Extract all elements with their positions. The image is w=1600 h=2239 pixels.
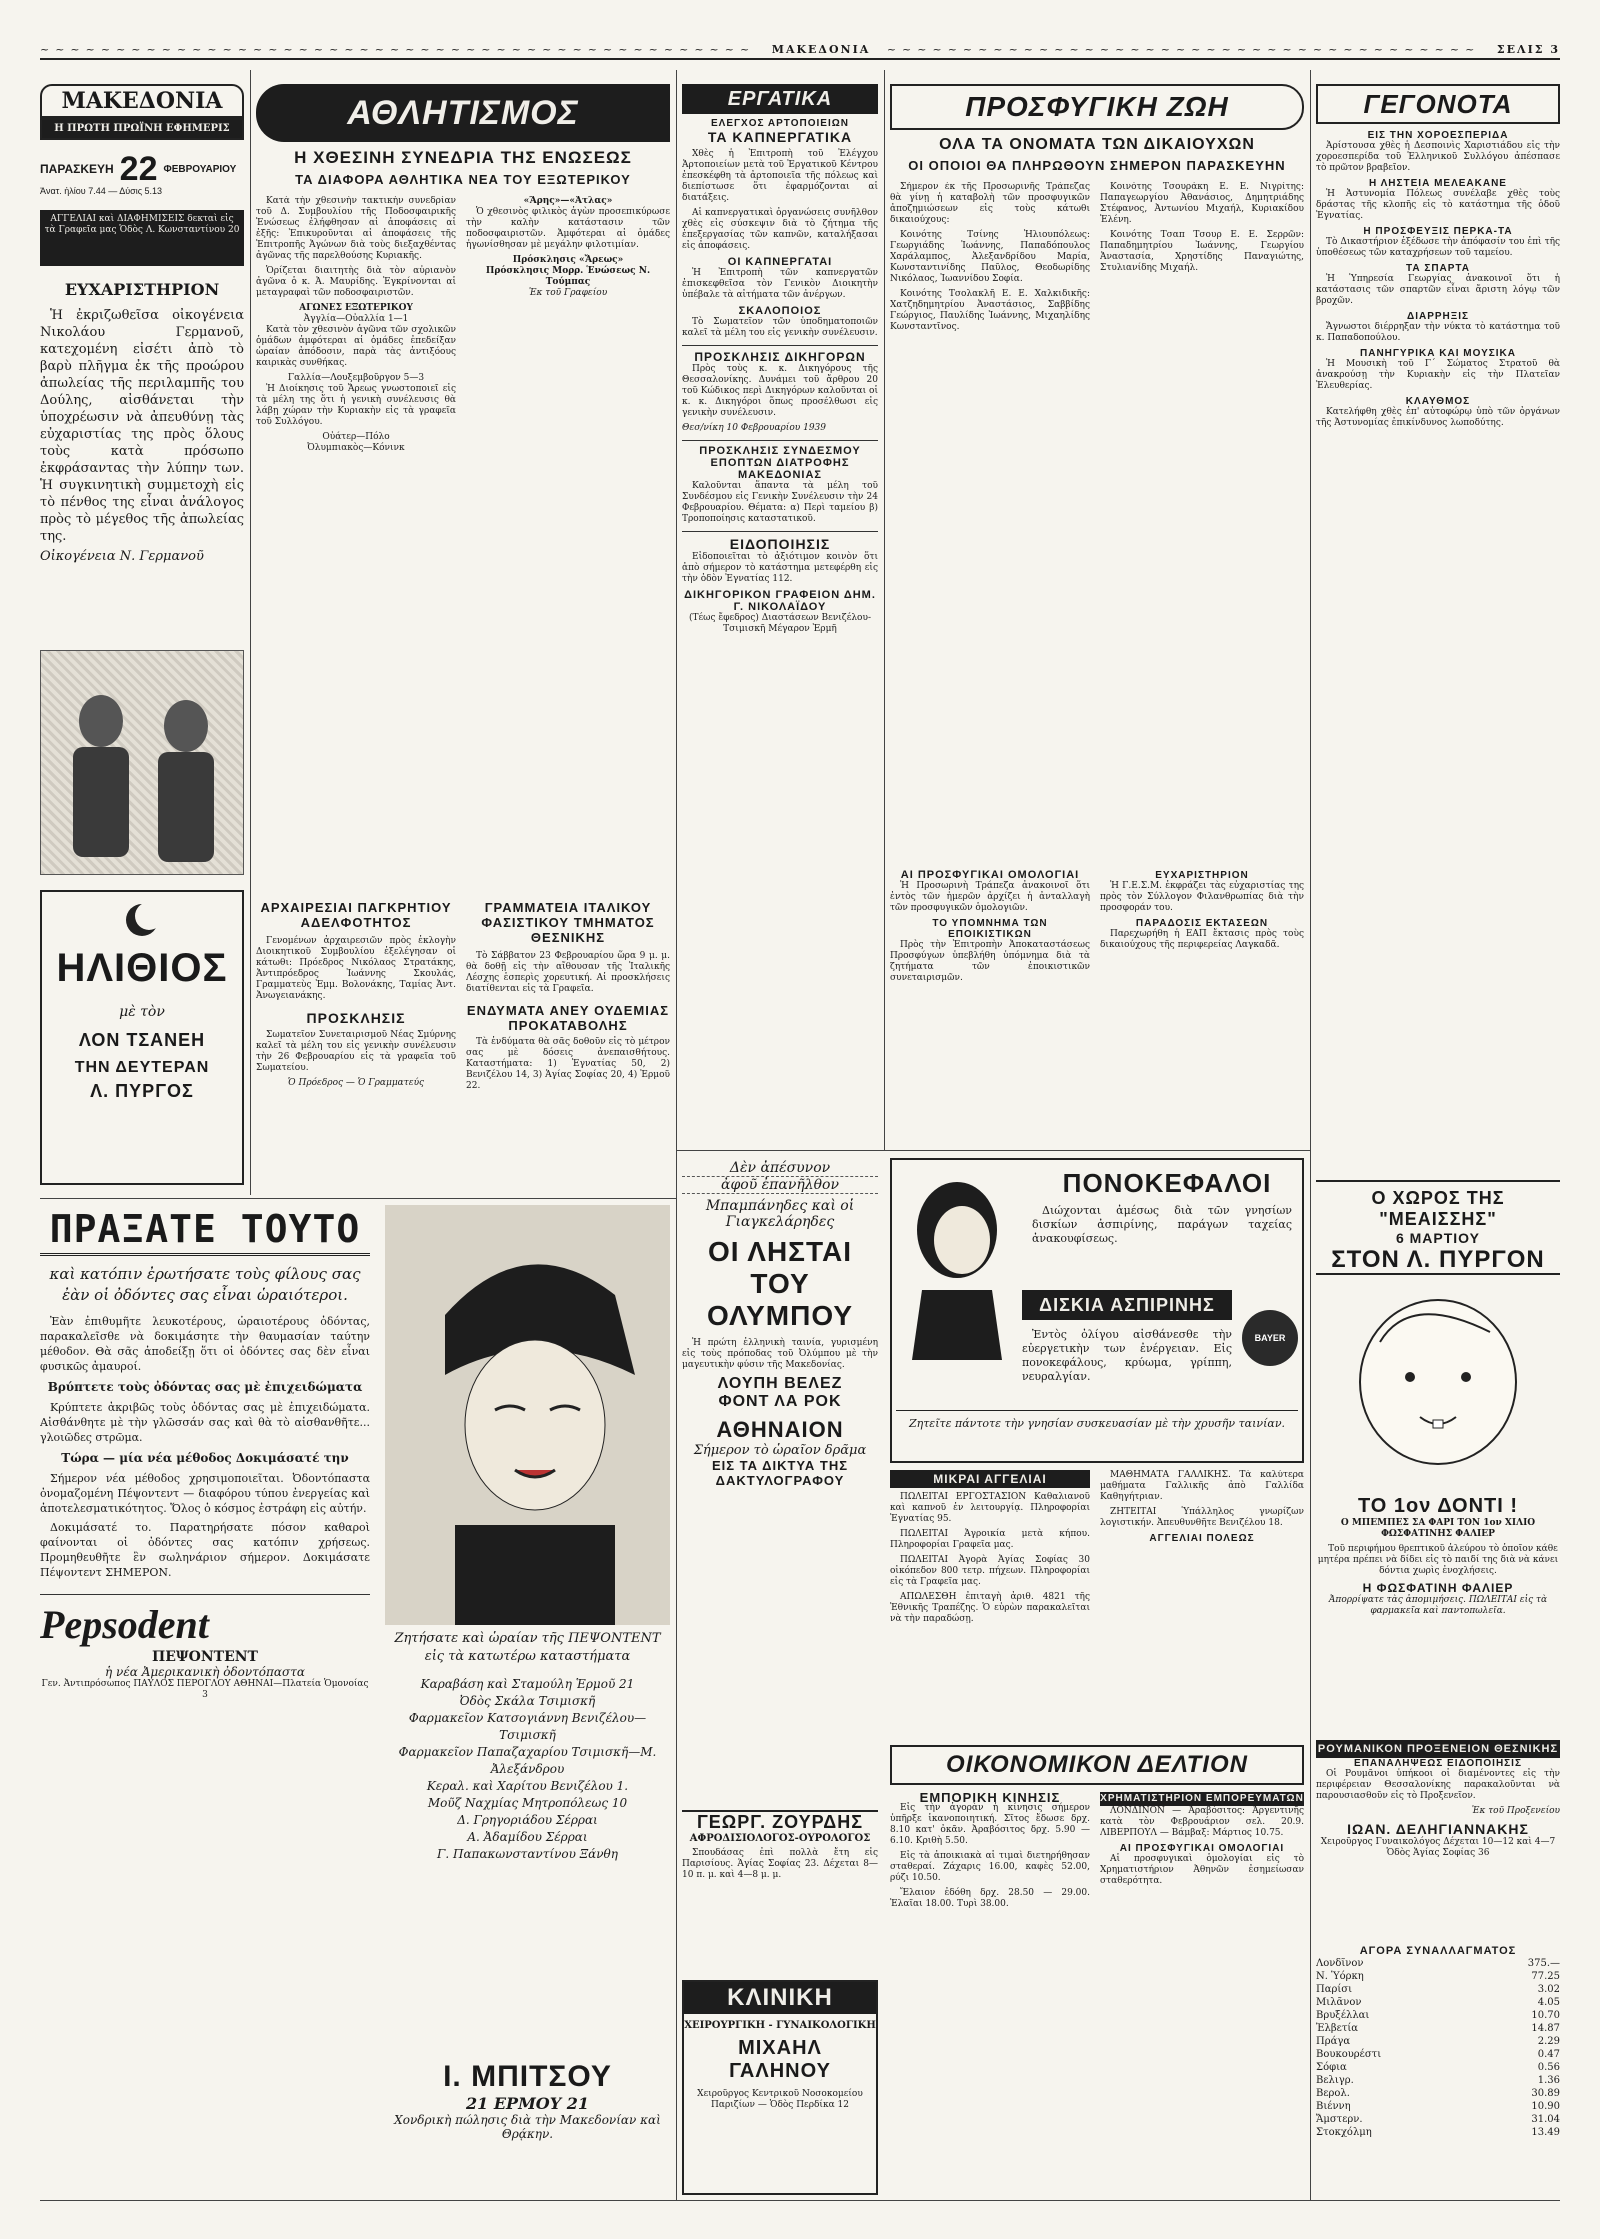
sports-result-2: Γαλλία—Λουξεμβοῦργον 5—3 (287, 373, 425, 383)
refugee-notes-b (1100, 870, 1304, 1145)
sports-para-4: Ἡ Διοίκησις τοῦ Ἄρεως γνωστοποιεῖ εἰς τὰ μέλη της ὅτι ἡ γενικὴ συνέλευσις θὰ λάβῃ χώραν τὴν Κυριακὴν εἰς τὰ γραφεῖα τοῦ Συλλόγου. (256, 384, 456, 427)
dentist-name: ΓΕΩΡΓ. ΖΟΥΡΔΗΣ (696, 1812, 863, 1832)
events-para-6: Ἡ Μουσικὴ τοῦ Γ΄ Σώματος Στρατοῦ θὰ ἀνακρούσῃ τὴν Κυριακὴν εἰς τὴν Πλατεῖαν Ἐλευθερίας. (1316, 359, 1560, 391)
tower-date: 6 ΜΑΡΤΙΟΥ (1395, 1230, 1481, 1246)
events-block (1316, 130, 1560, 1175)
events-para-5: Ἄγνωστοι διέρρηξαν τὴν νύκτα τὸ κατάστημα τοῦ κ. Παπαδοπούλου. (1316, 322, 1560, 343)
small-ads-right (1100, 1470, 1304, 1735)
fx-rate: 4.05 (1537, 1997, 1560, 2008)
phosphatine-ad (1316, 1495, 1560, 1735)
thanks-title: ΕΥΧΑΡΙΣΤΗΡΙΟΝ (64, 280, 220, 299)
fx-city: Πράγα (1316, 2036, 1351, 2047)
labor-banner (682, 84, 878, 114)
fx-market (1316, 1945, 1560, 2195)
phosphatine-body: Τοῦ περιφήμου θρεπτικοῦ ἀλεύρου τὸ ὁποῖον κάθε μητέρα πρέπει νὰ δίδει εἰς τὸ παιδί της διὰ νὰ κάνει δόντια χωρὶς ἐνοχλήσεις. (1317, 1544, 1559, 1576)
beneficiaries-list-a: Κοινότης Τσίνης Ἡλιουπόλεως: Γεωργιάδης Ἰωάννης, Παπαδόπουλος Χαράλαμπος, Ἀλεξανδρίδου Μαρία, Κωνσταντινίδης Παῦλος, Θεοδωρίδης Νικόλαος, Ἰωαννίδου Σοφία. (890, 230, 1090, 284)
beneficiaries-col-b (1100, 182, 1304, 862)
lawyers-date: Θεσ/νίκη 10 Φεβρουαρίου 1939 (682, 423, 826, 433)
cinema-ad-with: μὲ τὸν (119, 1004, 165, 1020)
thanks-notice (40, 280, 244, 610)
clinic-doctor: ΜΙΧΑΗΛ ΓΑΛΗΝΟΥ (729, 2037, 831, 2082)
romanian-sign: Ἐκ τοῦ Προξενείου (1471, 1806, 1560, 1816)
olympus-dont-3: Μπαμπάνηδες καὶ οἱ Γιαγκελάρηδες (705, 1198, 855, 1230)
clinic-ad (682, 1980, 878, 2195)
fx-rate: 30.89 (1531, 2088, 1560, 2099)
romanian-sub: ΕΠΑΝΑΛΗΨΕΩΣ ΕΙΔΟΠΟΙΗΣΙΣ (1354, 1758, 1522, 1769)
italian-body-2: Τὰ ἐνδύματα θὰ σᾶς δοθοῦν εἰς τὸ μέτρον σας μὲ δόσεις ἀνεπαισθήτους. Καταστήματα: 1) Ἐγνατίας 50, 2) Βενιζέλου 14, 3) Ἁγίας Σοφίας 20, 4) Ἐρμοῦ 22. (466, 1037, 670, 1091)
events-para-2: Ἡ Ἀστυνομία Πόλεως συνέλαβε χθὲς τοὺς δράστας τῆς κλοπῆς εἰς τὸ κατάστημα τῆς ὁδοῦ Ἐγνατίας. (1316, 189, 1560, 221)
beneficiaries-list-more: Κοινότης Τσαπ Τσουρ Ε. Ε. Σερρῶν: Παπαδημητρίου Ἰωάννης, Γεωργίου Ἀναστασία, Χρηστίδης Παναγιώτης, Στυλιανίδης Μιχαήλ. (1100, 230, 1304, 273)
phosphatine-note: Ἀπορρίψατε τὰς ἀπομιμήσεις. ΠΩΛΕΙΤΑΙ εἰς τὰ φαρμακεῖα καὶ παντοπωλεῖα. (1328, 1595, 1548, 1616)
fx-row (1316, 2035, 1560, 2048)
fx-city: Βιέννη (1316, 2101, 1351, 2112)
store-7: Δ. Γρηγοριάδου Σέρραι (457, 1813, 598, 1827)
small-ad-1: ΠΩΛΕΙΤΑΙ ΕΡΓΟΣΤΑΣΙΟΝ Καθαλιανοῦ καὶ καπνοῦ ἐν λειτουργίᾳ. Πληροφορίαι Ἐγνατίας 95. (890, 1492, 1090, 1524)
archeio-invite-title: ΠΡΟΣΚΛΗΣΙΣ (306, 1010, 406, 1026)
lawyers-title: ΠΡΟΣΚΛΗΣΙΣ ΔΙΚΗΓΟΡΩΝ (694, 350, 866, 364)
almanac: Ἀνατ. ἡλίου 7.44 — Δύσις 5.13 (40, 186, 163, 196)
pepsodent-sub-2: Τώρα — μία νέα μέθοδος Δοκιμάσατέ την (61, 1451, 349, 1465)
archeio-title: ΑΡΧΑΙΡΕΣΙΑΙ ΠΑΓΚΡΗΤΙΟΥ ΑΔΕΛΦΟΤΗΤΟΣ (260, 900, 452, 930)
clinic-address: Χειροῦργος Κεντρικοῦ Νοσοκομείου Παριζίων — Ὁδὸς Περδίκα 12 (697, 2089, 863, 2110)
mpitsou-sub: Χονδρικὴ πώλησις διὰ τὴν Μακεδονίαν καὶ Θρᾴκην. (394, 2113, 661, 2141)
events-banner (1316, 84, 1560, 124)
dentist-ad (682, 1810, 878, 1970)
events-para-3: Τὸ Δικαστήριον ἐξέδωσε τὴν ἀπόφασίν του ἐπὶ τῆς ὑποθέσεως τῶν καταχρήσεων τοῦ ταμείου. (1316, 237, 1560, 258)
small-ad-3: ΠΩΛΕΙΤΑΙ Ἀγροικία μετὰ κήπου. Πληροφορίαι Γραφεῖα μας. (890, 1529, 1090, 1550)
doctor-sub: Χειροῦργος Γυναικολόγος Δέχεται 10—12 καὶ 4—7 Ὁδὸς Ἁγίας Σοφίας 36 (1320, 1837, 1556, 1858)
fx-title: ΑΓΟΡΑ ΣΥΝΑΛΛΑΓΜΑΤΟΣ (1359, 1945, 1517, 1957)
labor-sub-2: ΤΑ ΚΑΠΝΕΡΓΑΤΙΚΑ (707, 129, 853, 145)
aspirin-title: ΠΟΝΟΚΕΦΑΛΟΙ (1062, 1168, 1272, 1198)
labor-banner-text: ΕΡΓΑΤΙΚΑ (727, 88, 833, 110)
fx-row (1316, 2126, 1560, 2139)
fx-rate: 0.47 (1537, 2049, 1560, 2060)
events-para-1: Ἀρίστουσα χθὲς ἡ Δεσποινὶς Χαριστιάδου εἰς τὴν χοροεσπερίδα τοῦ Ἑλληνικοῦ Συλλόγου ἀπέσπασε τὸ πρῶτον βραβεῖον. (1316, 141, 1560, 173)
aspirin-body: Διώχονται ἀμέσως διὰ τῶν γνησίων δισκίων ἀσπιρίνης, παράγων ταχείας ἀνακουφίσεως. (1032, 1204, 1292, 1245)
fx-rate: 0.56 (1537, 2062, 1560, 2073)
events-para-7: Κατελήφθη χθὲς ἐπ' αὐτοφώρῳ ὑπὸ τῶν ὀργάνων τῆς Ἀστυνομίας ἐπικίνδυνος λωποδύτης. (1316, 407, 1560, 428)
refugee-notes-para-3: Ἡ Γ.Ε.Σ.Μ. ἐκφράζει τὰς εὐχαριστίας της πρὸς τὸν Σύλλογον Φιλανθρωπίας διὰ τὴν προσφοράν του. (1100, 881, 1304, 913)
economic-banner (890, 1745, 1304, 1785)
pepsodent-headline: ΠΡΑΞΑΤΕ ΤΟΥΤΟ (40, 1205, 370, 1256)
fx-city: Στοκχόλμη (1316, 2127, 1372, 2138)
refugee-notes-title-3: ΕΥΧΑΡΙΣΤΗΡΙΟΝ (1155, 870, 1249, 881)
italian-body: Τὸ Σάββατον 23 Φεβρουαρίου ὥρα 9 μ. μ. θὰ δοθῇ εἰς τὴν αἴθουσαν τῆς Ἰταλικῆς Λέσχης ἑσπερὶς χορευτική. Αἱ προσκλήσεις διατίθενται εἰς τὰ Γραφεῖα. (466, 951, 670, 994)
fx-row (1316, 2113, 1560, 2126)
fx-city: Βρυξέλλαι (1316, 2010, 1370, 2021)
economic-sub-2: ΧΡΗΜΑΤΙΣΤΗΡΙΟΝ ΕΜΠΟΡΕΥΜΑΤΩΝ (1100, 1793, 1304, 1804)
store-1: Καραβάση καὶ Σταμούλη Ἑρμοῦ 21 (420, 1677, 635, 1691)
aspirin-product: ΔΙΣΚΙΑ ΑΣΠΙΡΙΝΗΣ (1022, 1290, 1232, 1320)
fx-row (1316, 1957, 1560, 1970)
phosphatine-brand: Η ΦΩΣΦΑΤΙΝΗ ΦΑΛΙΕΡ (1362, 1581, 1514, 1595)
small-ads-title: ΜΙΚΡΑΙ ΑΓΓΕΛΙΑΙ (890, 1470, 1090, 1488)
sports-note-1: «Ἄρης»—«Ἀτλας» (523, 196, 613, 206)
lawyers-body: Πρὸς τοὺς κ. κ. Δικηγόρους τῆς Θεσσαλονίκης. Δυνάμει τοῦ ἄρθρου 20 τοῦ Κώδικος περὶ Δικηγόρων καλοῦνται οἱ κ. κ. Δικηγόροι ὅπως προσέλθωσι εἰς γενικὴν συνέλευσιν. (682, 364, 878, 418)
fx-city: Ἄμστερν. (1316, 2114, 1363, 2125)
cinema-ad (40, 890, 244, 1185)
economic-col-a (890, 1792, 1090, 2192)
notices-body: Εἰδοποιεῖται τὸ ἀξιότιμον κοινὸν ὅτι ἀπὸ σήμερον τὸ κατάστημα μετεφέρθη εἰς τὴν ὁδὸν Ἐγνατίας 112. (682, 552, 878, 584)
olympus-ad (682, 1160, 878, 1800)
beneficiaries-list-c: Κοινότης Τσουράκη Ε. Ε. Νιγρίτης: Παπαγεωργίου Ἀθανάσιος, Δημητριάδης Στέφανος, Ἀντωνίου Μιχαήλ, Κυριακίδου Ἑλένη. (1100, 182, 1304, 225)
running-head-paper: ΜΑΚΕΔΟΝΙΑ (771, 42, 871, 56)
portrait-photo-figures (41, 651, 244, 875)
labor-para-4: Τὸ Σωματεῖον τῶν ὑποδηματοποιῶν καλεῖ τὰ μέλη του εἰς γενικὴν συνέλευσιν. (682, 317, 878, 338)
date-number: 22 (119, 152, 158, 188)
small-ad-4: ΖΗΤΕΙΤΑΙ Ὑπάλληλος γνωρίζων λογιστικήν. Ἀπευθυνθῆτε Βενιζέλου 18. (1100, 1507, 1304, 1528)
pepsodent-stores (385, 1630, 670, 2050)
running-head-page: ΣΕΛΙΣ 3 (1496, 42, 1560, 56)
archeio-body: Γενομένων ἀρχαιρεσιῶν πρὸς ἐκλογὴν Διοικητικοῦ Συμβουλίου ἐξελέγησαν οἱ κάτωθι: Πρόεδρος Νικόλαος Στρατάκης, Ἀντιπρόεδρος Ἰωάννης Σκουλάς, Γραμματεὺς Ἐμμ. Βολονάκης, Ταμίας Ἀντ. Ἀνωγειανάκης. (256, 936, 456, 1001)
cinema-ad-title: ΗΛΙΘΙΟΣ (56, 946, 228, 990)
economic-para-4: ΛΟΝΔΙΝΟΝ — Ἀραβόσιτος: Ἀργεντινῆς κατὰ τὸν Φεβρουάριον σελ. 20.9. ΛΙΒΕΡΠΟΥΛ — Βάμβαξ: Μάρτιος 10.75. (1100, 1806, 1304, 1838)
sports-para-5: Ὁ χθεσινὸς φιλικὸς ἀγὼν προσεπικύρωσε τὴν καλὴν κατάστασιν τῶν ποδοσφαιριστῶν. Ἀμφότεραι αἱ ὁμάδες ἠγωνίσθησαν μὲ μεγάλην φιλοτιμίαν. (466, 207, 670, 250)
sports-para-1: Κατὰ τὴν χθεσινὴν τακτικὴν συνεδρίαν τοῦ Δ. Συμβουλίου τῆς Ποδοσφαιρικῆς Ἑνώσεως ἐλήφθησαν αἱ ἀποφάσεις αἱ ἑξῆς: Ἐπικυροῦνται αἱ ἀποφάσεις τῆς Ἐπιτροπῆς Ἀγώνων διὰ τοὺς διεξαχθέντας ἀγῶνας τῆς παρελθούσης Κυριακῆς. (256, 196, 456, 261)
fx-row (1316, 1996, 1560, 2009)
crescent-icon (42, 900, 242, 944)
archeio-sign: Ὁ Πρόεδρος — Ὁ Γραμματεύς (287, 1078, 425, 1088)
fx-rate: 10.70 (1531, 2010, 1560, 2021)
date-box (40, 152, 244, 204)
tower-place: ΣΤΟΝ Λ. ΠΥΡΓΟΝ (1331, 1246, 1545, 1273)
pepsodent-para-3: Σήμερον νέα μέθοδος χρησιμοποιεῖται. Ὀδοντόπαστα ὀνομαζομένη Πέψοντεντ — διαφόρου τύπου ἐνεργείας καὶ ἀποτελεσματικότητος. Ὅλος ὁ κόσμος ἐστράφη εἰς αὐτήν. (40, 1472, 370, 1515)
archeio-invite-body: Σωματεῖον Συνεταιρισμοῦ Νέας Σμύρνης καλεῖ τὰ μέλη του εἰς γενικὴν συνέλευσιν τὴν 26 Φεβρουαρίου εἰς τὰ γραφεῖα τοῦ Σωματείου. (256, 1030, 456, 1073)
store-5: Κεραλ. καὶ Χαρίτου Βενιζέλου 1. (426, 1779, 629, 1793)
sports-note-3: Πρόσκλησις Μορρ. Ἑνώσεως Ν. Τούμπας (485, 266, 651, 287)
refugee-notes-a (890, 870, 1090, 1145)
labor-sub-1: ΕΛΕΓΧΟΣ ΑΡΤΟΠΟΙΕΙΩΝ (711, 118, 849, 129)
masthead-title: ΜΑΚΕΔΟΝΙΑ (40, 84, 244, 118)
pepsodent-logo-sub: ΠΕΨΟΝΤΕΝΤ (152, 1649, 258, 1665)
fx-row (1316, 2048, 1560, 2061)
refugee-notes-para-4: Παρεχωρήθη ἡ ΕΑΠ ἔκτασις πρὸς τοὺς δικαιούχους τῆς περιφερείας Λαγκαδᾶ. (1100, 929, 1304, 950)
store-9: Γ. Παπακωνσταντίνου Ξάνθη (437, 1847, 618, 1861)
city-ad-2: ΑΠΩΛΕΣΘΗ ἐπιταγὴ ἀριθ. 4821 τῆς Ἐθνικῆς Τραπέζης. Ὁ εὑρὼν παρακαλεῖται νὰ τὴν παραδώσῃ. (890, 1592, 1090, 1624)
fx-city: Σόφια (1316, 2062, 1347, 2073)
beneficiaries-intro: Σήμερον ἐκ τῆς Προσωρινῆς Τράπεζας θὰ γίνῃ ἡ καταβολὴ τῶν προσφυγικῶν ἀποζημιώσεων εἰς τοὺς κάτωθι δικαιούχους: (890, 182, 1090, 225)
fx-city: Βουκουρέστι (1316, 2049, 1382, 2060)
romanian-title: ΡΟΥΜΑΝΙΚΟΝ ΠΡΟΞΕΝΕΙΟΝ ΘΕΣΝΙΚΗΣ (1316, 1740, 1560, 1758)
refugee-banner (890, 84, 1304, 130)
events-sub-7: ΚΛΑΥΘΜΟΣ (1405, 396, 1471, 407)
union-body: Καλοῦνται ἅπαντα τὰ μέλη τοῦ Συνδέσμου εἰς Γενικὴν Συνέλευσιν τὴν 24 Φεβρουαρίου. Θέματα: α) Περὶ ταμείου β) Τροποποίησις καταστατικοῦ. (682, 481, 878, 524)
small-ad-2: ΜΑΘΗΜΑΤΑ ΓΑΛΛΙΚΗΣ. Τὰ καλύτερα μαθήματα Γαλλικῆς ἀπὸ Γαλλίδα Καθηγήτριαν. (1100, 1470, 1304, 1502)
fx-row (1316, 1983, 1560, 1996)
date-day: ΠΑΡΑΣΚΕΥΗ (40, 162, 114, 176)
sports-col-b (466, 196, 670, 916)
aspirin-footer: Ζητεῖτε πάντοτε τὴν γνησίαν συσκευασίαν μὲ τὴν χρυσῆν ταινίαν. (896, 1410, 1298, 1430)
sports-note-2: Πρόσκλησις «Ἄρεως» (512, 255, 624, 265)
refugee-banner-text: ΠΡΟΣΦΥΓΙΚΗ ΖΩΗ (965, 91, 1229, 122)
events-sub-6: ΠΑΝΗΓΥΡΙΚΑ ΚΑΙ ΜΟΥΣΙΚΑ (1360, 348, 1516, 359)
fx-row (1316, 2100, 1560, 2113)
masthead (40, 84, 244, 144)
economic-para-1: Εἰς τὴν ἀγορὰν ἡ κίνησις σήμερον ὑπῆρξε ἱκανοποιητική. Σῖτος ἔδωσε δρχ. 8.10 κατ' ὀκᾶν. Ἀραβόσιτος δρχ. 5.90 — 6.10. Κριθὴ 5.50. (890, 1803, 1090, 1846)
fx-rate: 77.25 (1531, 1971, 1560, 1982)
fx-rate: 2.29 (1537, 2036, 1560, 2047)
events-sub-4: ΤΑ ΣΠΑΡΤΑ (1405, 263, 1471, 274)
fx-row (1316, 2087, 1560, 2100)
fx-rate: 31.04 (1531, 2114, 1560, 2125)
fx-city: Παρίσι (1316, 1984, 1353, 1995)
date-month: ΦΕΒΡΟΥΑΡΙΟΥ (163, 163, 237, 175)
cinema-ad-when: ΤΗΝ ΔΕΥΤΕΡΑΝ (74, 1059, 210, 1076)
fx-row (1316, 2009, 1560, 2022)
clinic-sub: ΧΕΙΡΟΥΡΓΙΚΗ - ΓΥΝΑΙΚΟΛΟΓΙΚΗ (684, 2020, 876, 2031)
sports-result-3: Οὐάτερ—Πόλο (322, 432, 390, 442)
tower-dance-ad (1316, 1180, 1560, 1275)
olympus-dont-2: ἀφοῦ ἐπανῆλθον (682, 1177, 878, 1194)
mpitsou-name: Ι. ΜΠΙΤΣΟΥ (443, 2060, 612, 2093)
aspirin-ad (890, 1158, 1304, 1463)
olympus-drama: ΕΙΣ ΤΑ ΔΙΚΤΥΑ ΤΗΣ ΔΑΚΤΥΛΟΓΡΑΦΟΥ (711, 1458, 849, 1488)
labor-para-2: Αἱ καπνεργατικαὶ ὀργανώσεις συνῆλθον χθὲς εἰς σύσκεψιν διὰ τὸ ζήτημα τῆς ἐπεξεργασίας τῶν καπνῶν, καταλήξασαι εἰς ἀποφάσεις. (682, 208, 878, 251)
pepsodent-ad (40, 1205, 370, 2195)
refugee-notes-title-4: ΠΑΡΑΔΟΣΙΣ ΕΚΤΑΣΕΩΝ (1135, 918, 1269, 929)
store-2: Ὀδὸς Σκάλα Τσιμισκῆ (459, 1694, 596, 1708)
cinema-ad-where: Λ. ΠΥΡΓΟΣ (90, 1081, 194, 1101)
pepsodent-caption: Ζητήσατε καὶ ὡραίαν τῆς ΠΕΨΟΝΤΕΝΤ εἰς τὰ κατωτέρω καταστήματα (394, 1631, 661, 1664)
italian-title: ΓΡΑΜΜΑΤΕΙΑ ΙΤΑΛΙΚΟΥ ΦΑΣΙΣΤΙΚΟΥ ΤΜΗΜΑΤΟΣ ΘΕΣΝΙΚΗΣ (481, 900, 655, 945)
labor-sub-3: ΟΙ ΚΑΠΝΕΡΓΑΤΑΙ (727, 256, 833, 268)
beneficiaries-subhead: ΟΙ ΟΠΟΙΟΙ ΘΑ ΠΛΗΡΩΘΟΥΝ ΣΗΜΕΡΟΝ ΠΑΡΑΣΚΕΥΗΝ (908, 158, 1286, 173)
law-office-title: ΔΙΚΗΓΟΡΙΚΟΝ ΓΡΑΦΕΙΟΝ ΔΗΜ. Γ. ΝΙΚΟΛΑΪΔΟΥ (684, 589, 876, 613)
mpitsou-address: 21 ΕΡΜΟΥ 21 (466, 2094, 589, 2113)
store-8: Α. Ἀδαμίδου Σέρραι (467, 1830, 588, 1844)
fx-row (1316, 2022, 1560, 2035)
economic-col-b (1100, 1792, 1304, 2192)
tower-title: Ο ΧΩΡΟΣ ΤΗΣ "ΜΕΑΙΣΣΗΣ" (1371, 1188, 1505, 1229)
fx-rate: 3.02 (1537, 1984, 1560, 1995)
fx-row (1316, 2074, 1560, 2087)
baby-illustration (1330, 1282, 1546, 1492)
labor-block (682, 118, 878, 1148)
labor-para-1: Χθὲς ἡ Ἐπιτροπὴ τοῦ Ἐλέγχου Ἀρτοποιείων μετὰ τοῦ Ἐργατικοῦ Κέντρου ἐπεσκέφθη τὰ ἀρτοποιεῖα τῆς πόλεως καὶ διεπίστωσε ὅτι ἐφαρμόζονται αἱ διατάξεις. (682, 149, 878, 203)
labor-sub-4: ΣΚΑΛΟΠΟΙΟΣ (738, 305, 822, 317)
woman-portrait-illustration (385, 1205, 670, 1625)
olympus-film-body: Ἡ πρώτη ἐλληνικὴ ταινία, γυρισμένη εἰς τοὺς πρόποδας τοῦ Ὀλύμπου μὲ τὴν μαγευτικὴν φύσιν τῆς Μακεδονίας. (682, 1338, 878, 1370)
beneficiaries-list-b: Κοινότης Τσολακλῆ Ε. Ε. Χαλκιδικῆς: Χατζηδημητρίου Ἀναστάσιος, Σαββίδης Γεώργιος, Παυλίδης Ἰωάννης, Μιχαηλίδης Κωνσταντῖνος. (890, 289, 1090, 332)
labor-para-3: Ἡ Ἐπιτροπὴ τῶν καπνεργατῶν ἐπισκεφθεῖσα τὸν Γενικὸν Διοικητὴν ὑπέβαλε τὰ αἰτήματα τῶν ἀνέργων. (682, 268, 878, 300)
city-ads-title: ΑΓΓΕΛΙΑΙ ΠΟΛΕΩΣ (1149, 1533, 1255, 1544)
olympus-star-1: ΛΟΥΠΗ ΒΕΛΕΖ (717, 1375, 843, 1392)
sports-result-1: Ἀγγλία—Οὐαλλία 1—1 (303, 314, 409, 324)
fx-city: Ν. Ὑόρκη (1316, 1971, 1364, 1982)
events-banner-text: ΓΕΓΟΝΟΤΑ (1363, 88, 1513, 119)
law-office-body: (Τέως ἔφεδρος) Διαστάσεων Βενιζέλου-Τσιμισκῆ Μέγαρον Ἐρμῆ (689, 613, 871, 634)
sports-para-3: Κατὰ τὸν χθεσινὸν ἀγῶνα τῶν σχολικῶν ὁμάδων ἀμφότεραι αἱ ὁμάδες ἐπεδείξαν ὡραίαν ἀπόδοσιν, παρὰ τὰς ἀντιξόους καιρικὰς συνθήκας. (256, 325, 456, 368)
events-para-4: Ἡ Ὑπηρεσία Γεωργίας ἀνακοινοῖ ὅτι ἡ κατάστασις τῶν σπαρτῶν εἶναι ἄριστη λόγῳ τῶν βροχῶν. (1316, 274, 1560, 306)
sports-foreign-title: ΑΓΩΝΕΣ ΕΞΩΤΕΡΙΚΟΥ (299, 303, 413, 313)
olympus-star-2: ΦΟΝΤ ΛΑ ΡΟΚ (718, 1393, 842, 1410)
fx-city: Βελιγρ. (1316, 2075, 1354, 2086)
phosphatine-lead: Ο ΜΠΕΜΠΕΣ ΣΑ ΦΑΡΙ ΤΟΝ 1ον ΧΙΛΙΟ ΦΩΣΦΑΤΙΝΗΣ ΦΑΛΙΕΡ (1340, 1518, 1536, 1539)
fx-row (1316, 2061, 1560, 2074)
headache-illustration (892, 1160, 1022, 1360)
refugee-notes-title-2: ΤΟ ΥΠΟΜΝΗΜΑ ΤΩΝ ΕΠΟΙΚΙΣΤΙΚΩΝ (932, 918, 1048, 940)
sports-para-2: Ὁρίζεται διαιτητὴς διὰ τὸν αὐριανὸν ἀγῶνα ὁ κ. Ἀ. Μαυρίδης. Ἐγκρίνονται αἱ μεταγραφαὶ τῶν ποδοσφαιριστῶν. (256, 266, 456, 298)
pepsodent-para-4: Δοκιμάσατέ το. Παρατηρήσατε πόσον καθαροὶ φαίνονται οἱ ὀδόντες σας κατόπιν χρήσεως. Προμηθευθῆτε ἓν σωληνάριον σήμερον. Δοκιμάσατε Πέψοντεντ ΣΗΜΕΡΟΝ. (40, 1521, 370, 1579)
bayer-brand: BAYER (1254, 1333, 1286, 1343)
sports-banner (256, 84, 670, 142)
dentist-spec: ΑΦΡΟΔΙΣΙΟΛΟΓΟΣ-ΟΥΡΟΛΟΓΟΣ (689, 1833, 871, 1844)
sports-banner-text: ΑΘΛΗΤΙΣΜΟΣ (347, 93, 579, 132)
fx-city: Μιλᾶνον (1316, 1997, 1362, 2008)
sports-subhead: ΤΑ ΔΙΑΦΟΡΑ ΑΘΛΗΤΙΚΑ ΝΕΑ ΤΟΥ ΕΞΩΤΕΡΙΚΟΥ (295, 172, 631, 187)
fx-table (1316, 1957, 1560, 2139)
events-sub-3: Η ΠΡΟΣΦΕΥΞΙΣ ΠΕΡΚΑ-ΤΑ (1363, 226, 1513, 237)
bayer-cross-icon (1242, 1310, 1298, 1366)
pepsodent-para-2: Κρύπτετε ἀκριβῶς τοὺς ὀδόντας σας μὲ ἐπιχειδώματα. Αἰσθάνθητε μὲ τὴν γλῶσσάν σας καὶ θὰ τὸ αἰσθανθῆτε... γλοιῶδες στρῶμα. (40, 1401, 370, 1444)
beneficiaries-headline: ΟΛΑ ΤΑ ΟΝΟΜΑΤΑ ΤΩΝ ΔΙΚΑΙΟΥΧΩΝ (939, 136, 1255, 153)
olympus-dont-1: Δὲν ἀπέσυνον (682, 1160, 878, 1177)
fx-rate: 10.90 (1531, 2101, 1560, 2112)
economic-banner-text: ΟΙΚΟΝΟΜΙΚΟΝ ΔΕΛΤΙΟΝ (946, 1751, 1248, 1778)
sports-sign: Ἐκ τοῦ Γραφείου (528, 288, 608, 298)
store-4: Φαρμακεῖον Παπαζαχαρίου Τσιμισκῆ—Μ. Ἀλεξάνδρου (398, 1745, 657, 1776)
refugee-notes-para-2: Πρὸς τὴν Ἐπιτροπὴν Ἀποκαταστάσεως Προσφύγων ὑπεβλήθη ὑπόμνημα διὰ τὰ ζητήματα τῶν ἐποικιστικῶν συνεταιρισμῶν. (890, 940, 1090, 983)
fx-rate: 1.36 (1537, 2075, 1560, 2086)
olympus-tonight: Σήμερον τὸ ὡραῖον δρᾶμα (693, 1443, 867, 1458)
events-sub-5: ΔΙΑΡΡΗΞΙΣ (1407, 311, 1469, 322)
clinic-title: ΚΛΙΝΙΚΗ (684, 1982, 876, 2014)
sports-col-a (256, 196, 456, 916)
refugee-notes-para-1: Ἡ Προσωρινὴ Τράπεζα ἀνακοινοῖ ὅτι ἐντὸς τῶν ἡμερῶν ἀρχίζει ἡ ἀνταλλαγὴ τῶν προσφυγικῶν ὁμολογιῶν. (890, 881, 1090, 913)
doctor-name: ΙΩΑΝ. ΔΕΛΗΓΙΑΝΝΑΚΗΣ (1347, 1821, 1529, 1837)
fx-row (1316, 1970, 1560, 1983)
store-6: Μοῦζ Ναχμίας Μητροπόλεως 10 (427, 1796, 628, 1810)
olympus-film-title: ΟΙ ΛΗΣΤΑΙ ΤΟΥ ΟΛΥΜΠΟΥ (706, 1236, 854, 1331)
economic-para-5: Αἱ προσφυγικαὶ ὁμολογίαι εἰς τὸ Χρηματιστήριον Ἀθηνῶν ἐσημείωσαν σταθερότητα. (1100, 1854, 1304, 1886)
mpitsou-ad (385, 2060, 670, 2195)
thanks-signature: Οἰκογένεια Ν. Γερμανοῦ (40, 549, 204, 564)
dentist-body: Σπουδάσας ἐπὶ πολλὰ ἔτη εἰς Παρισίους. Ἁγίας Σοφίας 23. Δέχεται 8—10 π. μ. καὶ 4—8 μ. μ. (682, 1848, 878, 1880)
notices-title: ΕΙΔΟΠΟΙΗΣΙΣ (729, 536, 831, 552)
pepsodent-illustration (385, 1205, 670, 1625)
pepsodent-logo: Pepsodent (40, 1602, 209, 1647)
romanian-consulate (1316, 1740, 1560, 1940)
sports-result-4: Ὀλυμπιακὸς—Κόνινκ (307, 443, 405, 453)
thanks-body: Ἡ ἐκριζωθεῖσα οἰκογένεια Νικολάου Γερμανοῦ, κατεχομένη εἰσέτι ἀπὸ τὸ βαρὺ πλῆγμα ἐκ τῆς προώρου ἀπωλείας τῆς περιλαμπῆς του Δούλης, αἰσθάνεται τὴν ὑποχρέωσιν νὰ ἀπευθύνῃ τὰς εὐχαριστίας της πρὸς ὅλους τοὺς κατὰ πρόσωπο ἐκφράσαντας τὴν λύπην των. Ἡ συγκινητικὴ συμμετοχὴ εἰς τὸ πένθος της εἶναι ἀνάλογος πρὸς τὸ μέγεθος τῆς ἀπωλείας της. (40, 308, 244, 544)
pepsodent-para-1: Ἐὰν ἐπιθυμῆτε λευκοτέρους, ὡραιοτέρους ὀδόντας, παρακαλεῖσθε νὰ δοκιμάσητε τὴν θαυμασίαν ταύτην μέθοδον. Θὰ σᾶς ἀποδείξῃ ὅτι οἱ ὀδόντες σας δὲν εἶναι φυσικῶς ἀμαυροί. (40, 1315, 370, 1373)
pepsodent-tagline: ἡ νέα Ἀμερικανικὴ ὀδοντόπαστα (105, 1665, 305, 1679)
pepsodent-lead: καὶ κατόπιν ἐρωτήσατε τοὺς φίλους σας ἐὰν οἱ ὀδόντες σας εἶναι ὡραιότεροι. (49, 1265, 361, 1304)
refugee-notes-title-1: ΑΙ ΠΡΟΣΦΥΓΙΚΑΙ ΟΜΟΛΟΓΙΑΙ (900, 870, 1080, 881)
fx-city: Ἐλβετία (1316, 2023, 1359, 2034)
masthead-subtitle: Η ΠΡΩΤΗ ΠΡΩΪΝΗ ΕΦΗΜΕΡΙΣ (40, 118, 244, 140)
economic-para-2: Εἰς τὰ ἀποικιακὰ αἱ τιμαὶ διετηρήθησαν σταθεραί. Ζάχαρις 16.00, καφὲς 52.00, ρύζι 10.50. (890, 1851, 1090, 1883)
events-sub-2: Η ΛΗΣΤΕΙΑ ΜΕΛΕΑΚΑΝΕ (1369, 178, 1507, 189)
pepsodent-rep: Γεν. Ἀντιπρόσωπος ΠΑΥΛΟΣ ΠΕΡΟΓΛΟΥ ΑΘΗΝΑΙ—Πλατεία Ὁμονοίας 3 (41, 1679, 369, 1700)
store-3: Φαρμακεῖον Κατσογιάννη Βενιζέλου—Τσιμισκῆ (408, 1711, 647, 1742)
italian-block (466, 900, 670, 1190)
small-ads (890, 1470, 1090, 1735)
italian-title-2: ΕΝΔΥΜΑΤΑ ΑΝΕΥ ΟΥΔΕΜΙΑΣ ΠΡΟΚΑΤΑΒΟΛΗΣ (466, 1003, 670, 1033)
fx-city: Λονδῖνον (1316, 1958, 1364, 1969)
economic-sub-1: ΕΜΠΟΡΙΚΗ ΚΙΝΗΣΙΣ (919, 1792, 1061, 1805)
fx-rate: 375.— (1527, 1958, 1560, 1969)
cinema-ad-actor: ΛΟΝ ΤΣΑΝΕΗ (78, 1030, 206, 1050)
union-title: ΠΡΟΣΚΛΗΣΙΣ ΣΥΝΔΕΣΜΟΥ ΕΠΟΠΤΩΝ ΔΙΑΤΡΟΦΗΣ ΜΑΚΕΔΟΝΙΑΣ (699, 445, 861, 481)
phosphatine-title: ΤΟ 1ον ΔΟΝΤΙ ! (1357, 1495, 1519, 1517)
events-sub-1: ΕΙΣ ΤΗΝ ΧΟΡΟΕΣΠΕΡΙΔΑ (1367, 130, 1509, 141)
fx-rate: 14.87 (1531, 2023, 1560, 2034)
portrait-photo (40, 650, 244, 875)
romanian-body: Οἱ Ρουμᾶνοι ὑπήκοοι οἱ διαμένοντες εἰς τὴν περιφέρειαν Θεσσαλονίκης παρακαλοῦνται νὰ παρουσιασθοῦν εἰς τὸ Προξενεῖον. (1316, 1769, 1560, 1801)
city-ad-1: ΠΩΛΕΙΤΑΙ Ἀγορὰ Ἀγίας Σοφίας 30 οἰκόπεδον 800 τετρ. πήχεων. Πληροφορίαι εἰς τὰ Γραφεῖα μας. (890, 1555, 1090, 1587)
fx-city: Βερολ. (1316, 2088, 1350, 2099)
archeio-block (256, 900, 456, 1190)
economic-para-3: Ἔλαιον ἐδόθη δρχ. 28.50 — 29.00. Ἐλαῖαι 18.00. Τυρὶ 38.00. (890, 1888, 1090, 1909)
beneficiaries-col-a (890, 182, 1090, 862)
fx-rate: 13.49 (1531, 2127, 1560, 2138)
ads-box: ΑΓΓΕΛΙΑΙ καὶ ΔΙΑΦΗΜΙΣΕΙΣ δεκταὶ εἰς τὰ Γραφεῖα μας Ὁδὸς Λ. Κωνσταντίνου 20 (40, 210, 244, 266)
sports-headline: Η ΧΘΕΣΙΝΗ ΣΥΝΕΔΡΙΑ ΤΗΣ ΕΝΩΣΕΩΣ (294, 148, 632, 167)
pepsodent-sub-1: Βρύπτετε τοὺς ὀδόντας σας μὲ ἐπιχειδώματα (47, 1380, 363, 1394)
economic-sub-4: ΑΙ ΠΡΟΣΦΥΓΙΚΑΙ ΟΜΟΛΟΓΙΑΙ (1119, 1843, 1285, 1854)
running-head: ~~~~~~~~~~~~~~~~~~~~~~~~~~~~~~~~~~~~~~~~~~~~~~~ ΜΑΚΕΔΟΝΙΑ ~~~~~~~~~~~~~~~~~~~~~~~~~~~~~~~~~~~~~~~ ΣΕΛΙΣ 3 (40, 40, 1560, 60)
aspirin-body-2: Ἐντὸς ὀλίγου αἰσθάνεσθε τὴν εὐεργετικὴν των ἐνέργειαν. Εἰς πονοκεφάλους, κρύωμα, γρίππη, νευραλγίαν. (1022, 1328, 1232, 1383)
olympus-cinema: ΑΘΗΝΑΙΟΝ (716, 1417, 844, 1442)
